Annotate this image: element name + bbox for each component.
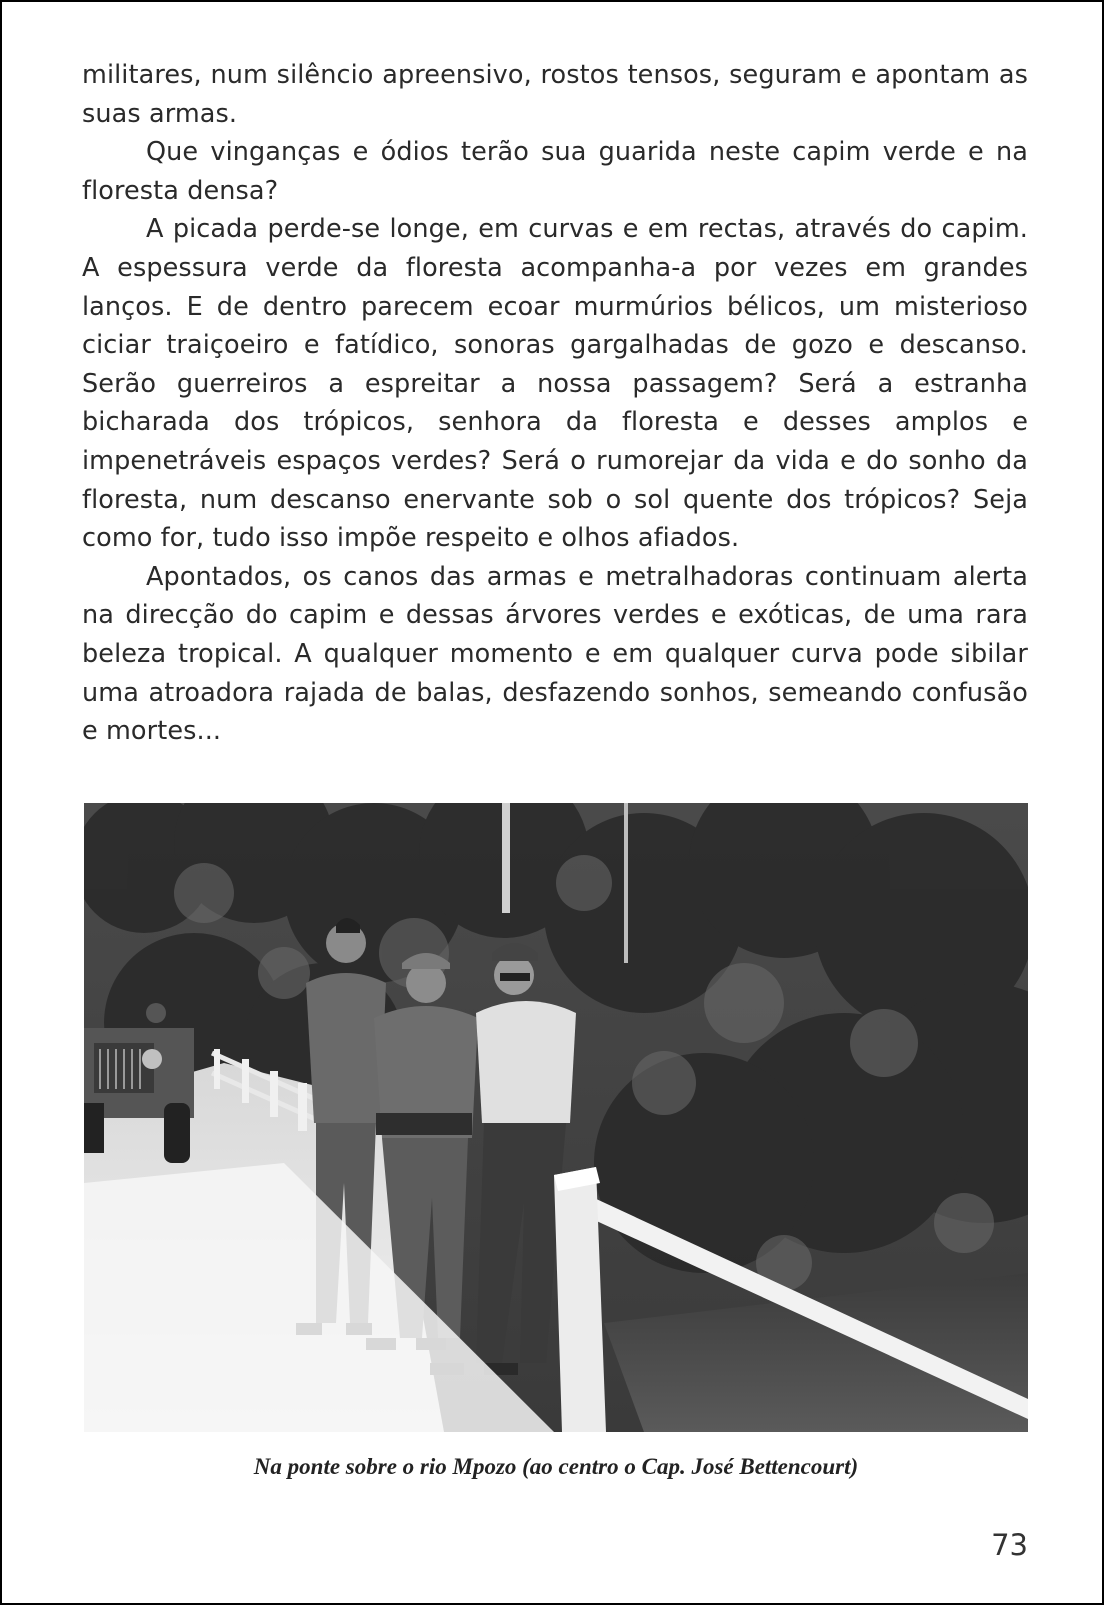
bridge-photo — [84, 803, 1028, 1432]
page-number: 73 — [991, 1528, 1028, 1562]
photo-caption: Na ponte sobre o rio Mpozo (ao centro o Cap. José Bettencourt) — [253, 1454, 859, 1479]
photo-illustration — [84, 803, 1028, 1432]
paragraph-4: Apontados, os canos das armas e metralhadoras continuam alerta na direcção do capim e dessas árvores verdes e exóticas, de uma rara beleza tropical. A qualquer momento e em qualquer curva pode sibilar uma atroadora rajada de balas, desfazendo sonhos, semeando confusão e mortes... — [82, 561, 1028, 747]
paragraph-3: A picada perde-se longe, em curvas e em rectas, através do capim. A espessura verde da floresta acompanha-a por vezes em grandes lanços. E de dentro parecem ecoar murmúrios bélicos, um misterioso ciciar traiçoeiro e fatídico, sonoras gargalhadas de gozo e descanso. Serão guerreiros a espreitar a nossa passagem? Será a estranha bicharada dos trópicos, senhora da floresta e desses amplos e impenetráveis espaços verdes? Será o rumorejar da vida e do sonho da floresta, num descanso enervante sob o sol quente dos trópicos? Seja como for, tudo isso impõe respeito e olhos afiados. — [82, 214, 1028, 554]
body-text — [82, 56, 1028, 751]
paragraph-1: militares, num silêncio apreensivo, rostos tensos, seguram e apontam as suas armas. — [82, 60, 1028, 129]
tree-trunk — [624, 803, 628, 963]
tree-trunk — [502, 803, 510, 913]
paragraph-2: Que vinganças e ódios terão sua guarida neste capim verde e na floresta densa? — [82, 137, 1028, 206]
